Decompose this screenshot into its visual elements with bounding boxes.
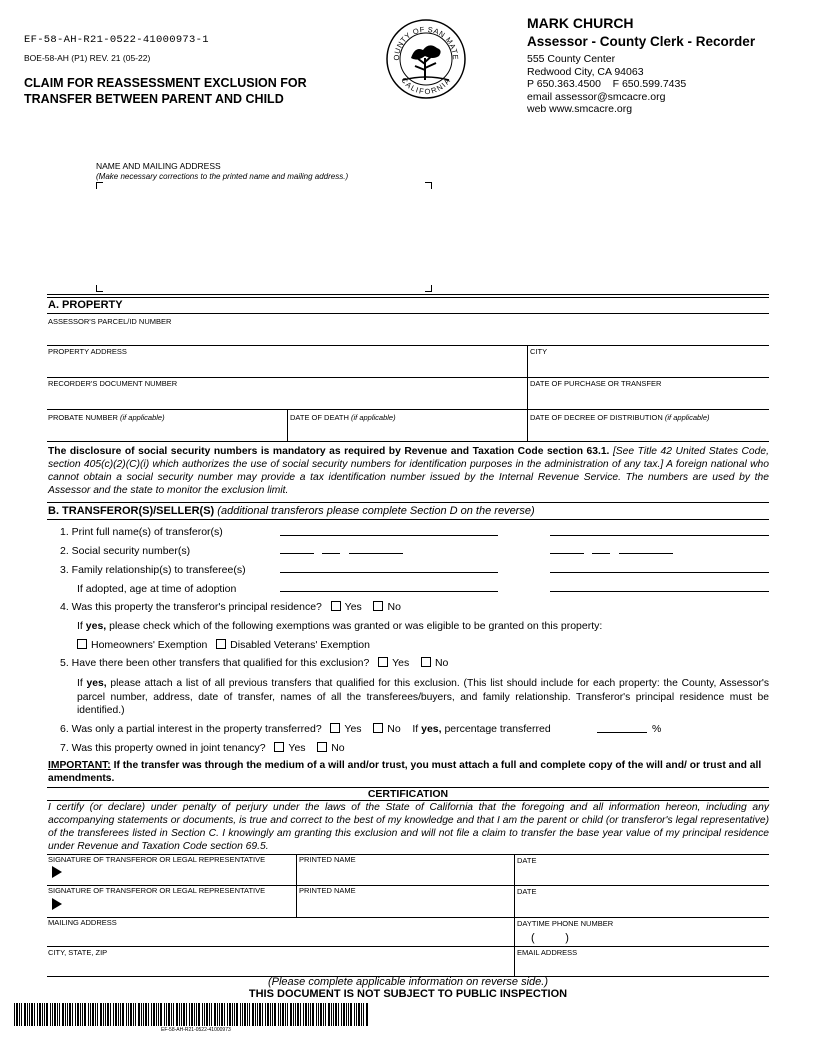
phone-label: DAYTIME PHONE NUMBER bbox=[517, 919, 614, 928]
form-code: BOE-58-AH (P1) REV. 21 (05-22) bbox=[24, 53, 151, 63]
q7-no-checkbox[interactable] bbox=[317, 742, 327, 752]
q3-label: 3. Family relationship(s) to transferee(s) bbox=[60, 564, 246, 576]
q5-yes-checkbox[interactable] bbox=[378, 657, 388, 667]
certification-title: CERTIFICATION bbox=[367, 788, 449, 800]
q5-no-label: No bbox=[434, 657, 449, 669]
transferor2-name-field[interactable] bbox=[550, 535, 769, 536]
q4-yes-label: Yes bbox=[344, 601, 362, 613]
q7-row bbox=[60, 742, 345, 754]
city-field[interactable] bbox=[528, 357, 769, 377]
q4-row bbox=[60, 601, 401, 613]
form-title-line1: CLAIM FOR REASSESSMENT EXCLUSION FOR bbox=[24, 76, 307, 90]
q6-yes-checkbox[interactable] bbox=[330, 723, 340, 733]
sig2-arrow-icon bbox=[52, 898, 62, 910]
certification-text: I certify (or declare) under penalty of perjury under the laws of the State of California that the foregoing and all information hereon, including any accompanying statements or documents, is true and correct to the best of my knowledge and that I am the parent or child (or transferor's legal representative) of the transferees listed in Section C. I knowingly am granting this exclusion and will not file a claim to transfer the base year value of my principal residence under Revenue and Taxation Code section 69.5. bbox=[48, 802, 769, 852]
recorder-doc-label: RECORDER'S DOCUMENT NUMBER bbox=[48, 379, 178, 388]
mailing-note: (Make necessary corrections to the printed name and mailing address.) bbox=[96, 172, 349, 181]
q4-no-checkbox[interactable] bbox=[373, 601, 383, 611]
printed1-label: PRINTED NAME bbox=[299, 855, 356, 864]
q5-row bbox=[60, 657, 448, 669]
q6-label: 6. Was only a partial interest in the property transferred? bbox=[60, 723, 322, 735]
apn-label: ASSESSOR'S PARCEL/ID NUMBER bbox=[48, 317, 172, 326]
form-barcode-id: EF-58-AH-R21-0522-41000973-1 bbox=[24, 34, 209, 46]
decree-field[interactable] bbox=[528, 423, 769, 441]
property-address-label: PROPERTY ADDRESS bbox=[48, 347, 127, 356]
decree-label: DATE OF DECREE OF DISTRIBUTION (if applicable) bbox=[530, 413, 710, 422]
veterans-checkbox[interactable] bbox=[216, 639, 226, 649]
q7-no-label: No bbox=[331, 742, 345, 754]
exemption-options bbox=[77, 639, 370, 651]
office-contact bbox=[527, 53, 686, 116]
q7-yes-label: Yes bbox=[288, 742, 306, 754]
adoption-age2-field[interactable] bbox=[550, 591, 769, 592]
percentage-field[interactable] bbox=[597, 732, 647, 733]
probate-field[interactable] bbox=[47, 423, 287, 441]
printed2-label: PRINTED NAME bbox=[299, 886, 356, 895]
city-state-zip-field[interactable] bbox=[47, 957, 513, 975]
q5-label: 5. Have there been other transfers that qualified for this exclusion? bbox=[60, 657, 370, 669]
sig1-field[interactable] bbox=[66, 864, 294, 884]
form-title-line2: TRANSFER BETWEEN PARENT AND CHILD bbox=[24, 92, 284, 106]
city-state-zip-label: CITY, STATE, ZIP bbox=[48, 948, 108, 957]
office-email: email assessor@smcacre.org bbox=[527, 90, 666, 103]
date-purchase-label: DATE OF PURCHASE OR TRANSFER bbox=[530, 379, 662, 388]
office-title: Assessor - County Clerk - Recorder bbox=[527, 34, 756, 49]
office-address2: Redwood City, CA 94063 bbox=[527, 65, 644, 78]
sig2-field[interactable] bbox=[66, 895, 294, 915]
mailing-address-field[interactable] bbox=[47, 928, 513, 946]
q1-label: 1. Print full name(s) of transferor(s) bbox=[60, 526, 223, 538]
county-seal-logo bbox=[385, 18, 467, 100]
barcode-caption: EF-58-AH-R21-0522-41000973 bbox=[161, 1027, 231, 1033]
relationship1-field[interactable] bbox=[280, 572, 498, 573]
q7-yes-checkbox[interactable] bbox=[274, 742, 284, 752]
q4-label: 4. Was this property the transferor's principal residence? bbox=[60, 601, 322, 613]
barcode-image bbox=[14, 1003, 371, 1026]
sig1-label: SIGNATURE OF TRANSFEROR OR LEGAL REPRESENTATIVE bbox=[48, 855, 266, 864]
death-label: DATE OF DEATH (if applicable) bbox=[290, 413, 396, 422]
email-label: EMAIL ADDRESS bbox=[517, 948, 578, 957]
percent-sign: % bbox=[652, 723, 662, 735]
office-address1: 555 County Center bbox=[527, 53, 616, 65]
seal-top-text: OUNTY OF SAN MATE bbox=[391, 24, 461, 61]
sig2-label: SIGNATURE OF TRANSFEROR OR LEGAL REPRESENTATIVE bbox=[48, 886, 266, 895]
property-address-field[interactable] bbox=[47, 357, 527, 377]
q6-no-label: No bbox=[387, 723, 401, 735]
ssn2-part3-field[interactable] bbox=[619, 553, 673, 554]
date2-label: DATE bbox=[517, 887, 537, 896]
death-field[interactable] bbox=[288, 423, 527, 441]
ssn2-part2-field[interactable] bbox=[592, 553, 610, 554]
q7-label: 7. Was this property owned in joint tenancy? bbox=[60, 742, 266, 754]
q3b-label: If adopted, age at time of adoption bbox=[77, 583, 237, 595]
important-notice: IMPORTANT: If the transfer was through the medium of a will and/or trust, you must attach a full and complete copy of the will and/ or trust and all amendments. bbox=[48, 760, 762, 784]
office-name: MARK CHURCH bbox=[527, 15, 634, 31]
q6-yes-label: Yes bbox=[344, 723, 362, 735]
probate-label: PROBATE NUMBER (if applicable) bbox=[48, 413, 165, 422]
q6-no-checkbox[interactable] bbox=[373, 723, 383, 733]
q4-followup: If yes, please check which of the following exemptions was granted or was eligible to be granted on this property: bbox=[77, 620, 603, 632]
ssn2-part1-field[interactable] bbox=[550, 553, 584, 554]
q5-no-checkbox[interactable] bbox=[421, 657, 431, 667]
q5-yes-label: Yes bbox=[392, 657, 410, 669]
date-purchase-field[interactable] bbox=[528, 389, 769, 409]
recorder-doc-field[interactable] bbox=[47, 389, 527, 409]
seal-bottom-text: CALIFORNIA bbox=[399, 75, 453, 97]
section-b-title: B. TRANSFEROR(S)/SELLER(S) (additional transferors please complete Section D on the reverse) bbox=[48, 505, 535, 517]
q4-yes-checkbox[interactable] bbox=[331, 601, 341, 611]
veterans-label: Disabled Veterans' Exemption bbox=[230, 639, 370, 651]
q6-row: 6. Was only a partial interest in the property transferred? Yes No If yes, percentage transferred bbox=[60, 723, 551, 735]
date1-field[interactable] bbox=[516, 864, 769, 884]
office-phone-fax: P 650.363.4500 F 650.599.7435 bbox=[527, 78, 687, 90]
footer-note: (Please complete applicable information on reverse side.) bbox=[267, 976, 549, 988]
printed2-field[interactable] bbox=[298, 895, 512, 915]
ssn1-part1-field[interactable] bbox=[280, 553, 314, 554]
q2-label: 2. Social security number(s) bbox=[60, 545, 191, 557]
date1-label: DATE bbox=[517, 856, 537, 865]
ssn-disclosure: The disclosure of social security numbers is mandatory as required by Revenue and Taxation Code section 63.1. [See Title 42 United States Code, section 405(c)(2)(C)(i) which authorizes the use of social security numbers for identification purposes in the administration of any tax.] A foreign national who cannot obtain a social security number may provide a tax identification number issued by the Internal Revenue Service. The numbers are used by the Assessor and the state to monitor the exclusion limit. bbox=[48, 446, 769, 496]
adoption-age1-field[interactable] bbox=[280, 591, 498, 592]
phone-field[interactable]: ( ) bbox=[531, 932, 569, 944]
mailing-address-area[interactable] bbox=[96, 182, 432, 292]
mailing-label: NAME AND MAILING ADDRESS bbox=[96, 161, 221, 171]
email-field[interactable] bbox=[516, 957, 769, 975]
sig1-arrow-icon bbox=[52, 866, 62, 878]
ssn1-part3-field[interactable] bbox=[349, 553, 403, 554]
footer-notice: THIS DOCUMENT IS NOT SUBJECT TO PUBLIC INSPECTION bbox=[248, 988, 568, 1000]
ssn1-part2-field[interactable] bbox=[322, 553, 340, 554]
q4-no-label: No bbox=[387, 601, 401, 613]
section-a-title: A. PROPERTY bbox=[48, 299, 123, 311]
homeowners-label: Homeowners' Exemption bbox=[91, 639, 208, 651]
office-web: web www.smcacre.org bbox=[527, 103, 633, 115]
homeowners-checkbox[interactable] bbox=[77, 639, 87, 649]
city-label: CITY bbox=[530, 347, 548, 356]
printed1-field[interactable] bbox=[298, 864, 512, 884]
q5-followup: If yes, please attach a list of all previous transfers that qualified for this exclusion. (This list should include for each property: the County, Assessor's parcel number, address, date of transfer, names of all the transferees/buyers, and family relationship. Transferor's principal residence must be identified.) bbox=[77, 678, 769, 716]
mailing-address-label: MAILING ADDRESS bbox=[48, 918, 117, 927]
relationship2-field[interactable] bbox=[550, 572, 769, 573]
transferor1-name-field[interactable] bbox=[280, 535, 498, 536]
apn-field[interactable] bbox=[47, 325, 769, 345]
date2-field[interactable] bbox=[516, 895, 769, 915]
